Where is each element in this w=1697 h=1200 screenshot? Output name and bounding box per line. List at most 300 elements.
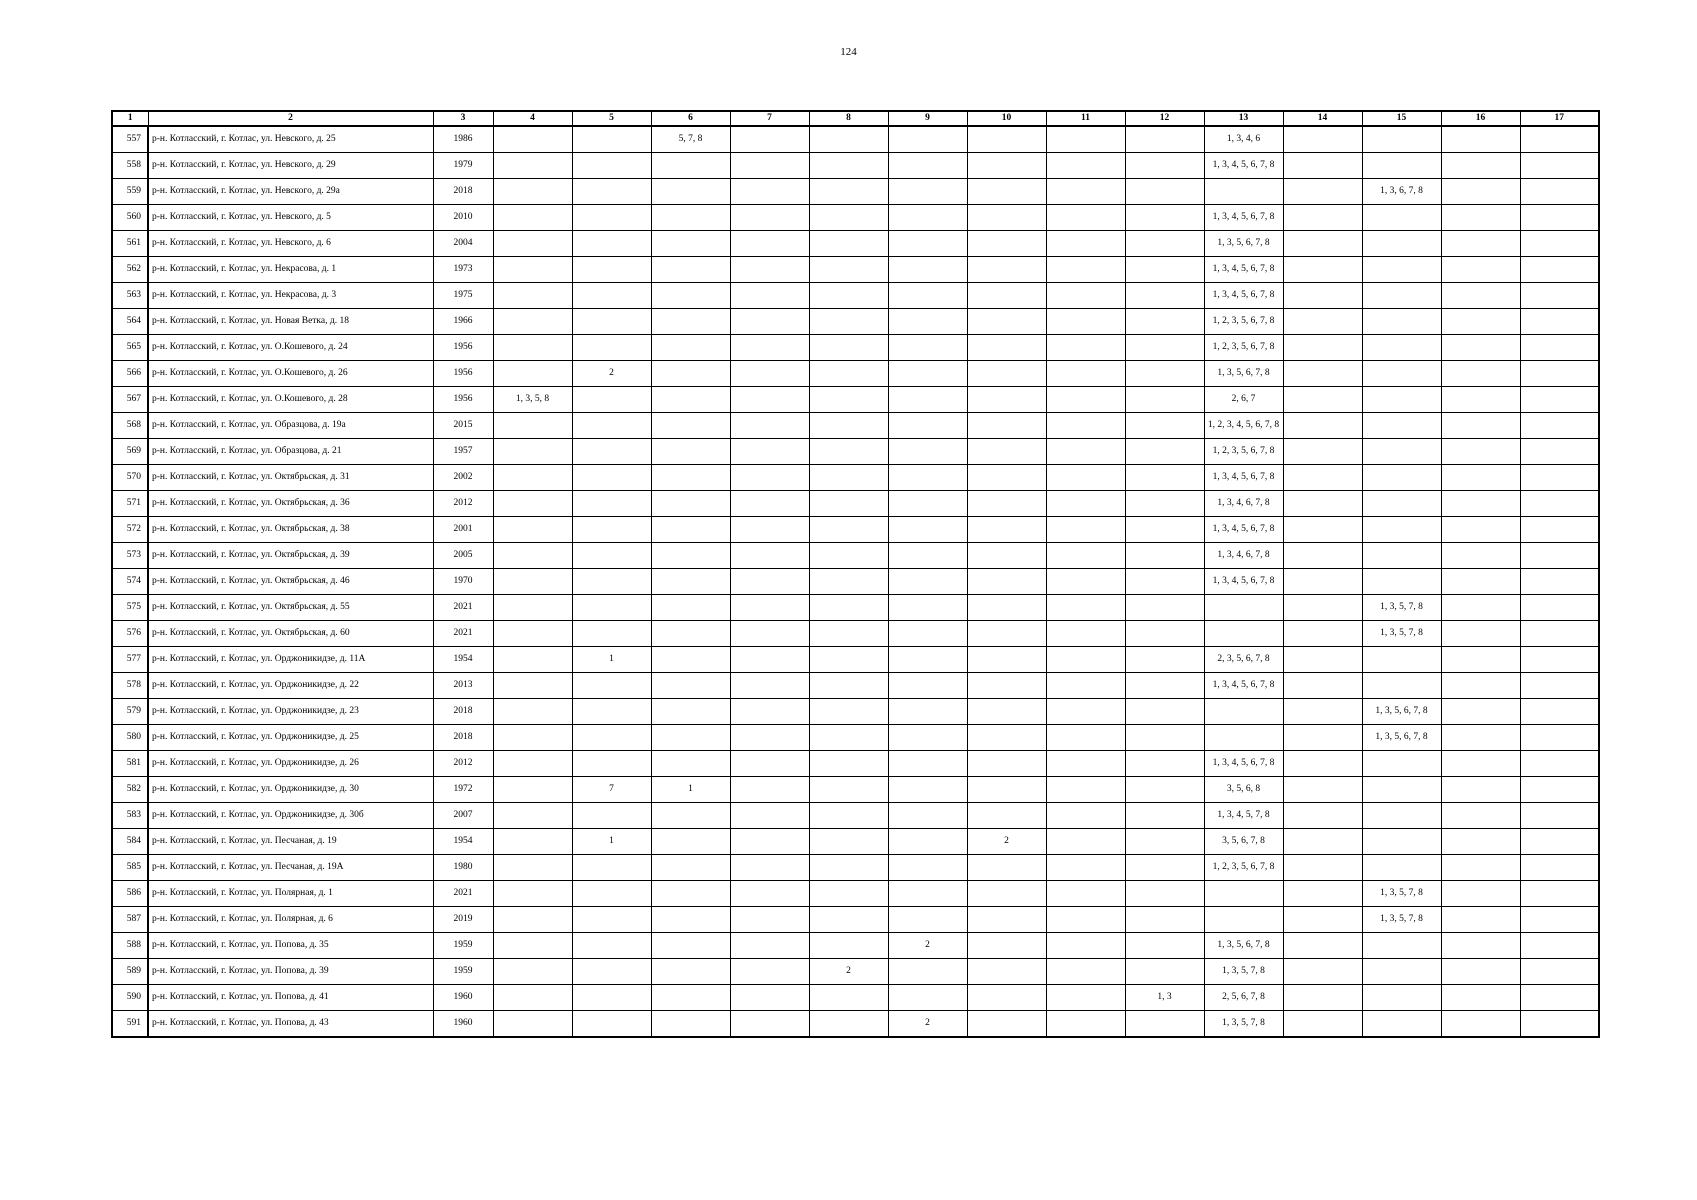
cell-col-15 xyxy=(1362,309,1441,335)
cell-col-8 xyxy=(809,361,888,387)
cell-col-12 xyxy=(1125,933,1204,959)
cell-col-16 xyxy=(1441,543,1520,569)
cell-col-15: 1, 3, 5, 7, 8 xyxy=(1362,881,1441,907)
cell-col-13: 1, 2, 3, 5, 6, 7, 8 xyxy=(1204,309,1283,335)
cell-col-17 xyxy=(1520,465,1599,491)
table-row xyxy=(112,361,1599,387)
cell-col-3: 2007 xyxy=(433,803,493,829)
cell-col-5: 2 xyxy=(572,361,651,387)
cell-col-11 xyxy=(1046,647,1125,673)
cell-col-6 xyxy=(651,361,730,387)
cell-col-8 xyxy=(809,491,888,517)
cell-col-8 xyxy=(809,465,888,491)
cell-col-4 xyxy=(493,361,572,387)
cell-col-2: р-н. Котласский, г. Котлас, ул. Невского, д. 6 xyxy=(148,231,433,257)
cell-col-9 xyxy=(888,231,967,257)
cell-col-1: 562 xyxy=(112,257,148,283)
cell-col-4: 1, 3, 5, 8 xyxy=(493,387,572,413)
cell-col-5 xyxy=(572,907,651,933)
cell-col-17 xyxy=(1520,751,1599,777)
table-row xyxy=(112,465,1599,491)
cell-col-3: 1973 xyxy=(433,257,493,283)
cell-col-15 xyxy=(1362,126,1441,153)
cell-col-14 xyxy=(1283,283,1362,309)
cell-col-5 xyxy=(572,126,651,153)
cell-col-3: 2004 xyxy=(433,231,493,257)
cell-col-5 xyxy=(572,231,651,257)
cell-col-11 xyxy=(1046,465,1125,491)
cell-col-15 xyxy=(1362,959,1441,985)
cell-col-16 xyxy=(1441,387,1520,413)
cell-col-6 xyxy=(651,621,730,647)
cell-col-3: 1986 xyxy=(433,126,493,153)
cell-col-4 xyxy=(493,725,572,751)
cell-col-14 xyxy=(1283,621,1362,647)
cell-col-9 xyxy=(888,413,967,439)
cell-col-2: р-н. Котласский, г. Котлас, ул. Орджоникидзе, д. 25 xyxy=(148,725,433,751)
cell-col-7 xyxy=(730,543,809,569)
cell-col-13: 1, 3, 4, 5, 6, 7, 8 xyxy=(1204,517,1283,543)
cell-col-17 xyxy=(1520,569,1599,595)
cell-col-11 xyxy=(1046,725,1125,751)
cell-col-1: 564 xyxy=(112,309,148,335)
cell-col-2: р-н. Котласский, г. Котлас, ул. Образцова, д. 21 xyxy=(148,439,433,465)
cell-col-12 xyxy=(1125,829,1204,855)
cell-col-9 xyxy=(888,361,967,387)
cell-col-14 xyxy=(1283,907,1362,933)
cell-col-5 xyxy=(572,959,651,985)
cell-col-3: 2021 xyxy=(433,621,493,647)
cell-col-12 xyxy=(1125,569,1204,595)
cell-col-2: р-н. Котласский, г. Котлас, ул. Попова, д. 39 xyxy=(148,959,433,985)
cell-col-7 xyxy=(730,205,809,231)
cell-col-5 xyxy=(572,751,651,777)
cell-col-2: р-н. Котласский, г. Котлас, ул. Орджоникидзе, д. 30 xyxy=(148,777,433,803)
cell-col-5 xyxy=(572,283,651,309)
cell-col-13: 1, 3, 4, 5, 6, 7, 8 xyxy=(1204,205,1283,231)
page-number: 124 xyxy=(840,46,857,58)
cell-col-17 xyxy=(1520,1011,1599,1038)
cell-col-17 xyxy=(1520,231,1599,257)
cell-col-6: 1 xyxy=(651,777,730,803)
cell-col-7 xyxy=(730,933,809,959)
cell-col-12 xyxy=(1125,465,1204,491)
cell-col-6 xyxy=(651,179,730,205)
cell-col-10 xyxy=(967,1011,1046,1038)
cell-col-1: 571 xyxy=(112,491,148,517)
cell-col-11 xyxy=(1046,491,1125,517)
cell-col-1: 582 xyxy=(112,777,148,803)
cell-col-15 xyxy=(1362,283,1441,309)
cell-col-10 xyxy=(967,569,1046,595)
cell-col-3: 1956 xyxy=(433,361,493,387)
cell-col-15 xyxy=(1362,1011,1441,1038)
column-header-11: 11 xyxy=(1046,111,1125,126)
column-header-10: 10 xyxy=(967,111,1046,126)
cell-col-16 xyxy=(1441,985,1520,1011)
table-row xyxy=(112,725,1599,751)
cell-col-17 xyxy=(1520,803,1599,829)
cell-col-11 xyxy=(1046,126,1125,153)
cell-col-7 xyxy=(730,829,809,855)
cell-col-4 xyxy=(493,257,572,283)
cell-col-15: 1, 3, 5, 6, 7, 8 xyxy=(1362,725,1441,751)
cell-col-9 xyxy=(888,881,967,907)
cell-col-7 xyxy=(730,491,809,517)
cell-col-10 xyxy=(967,283,1046,309)
cell-col-3: 2010 xyxy=(433,205,493,231)
cell-col-11 xyxy=(1046,881,1125,907)
cell-col-13: 1, 2, 3, 5, 6, 7, 8 xyxy=(1204,335,1283,361)
cell-col-7 xyxy=(730,777,809,803)
cell-col-4 xyxy=(493,933,572,959)
cell-col-3: 1980 xyxy=(433,855,493,881)
cell-col-7 xyxy=(730,569,809,595)
cell-col-14 xyxy=(1283,205,1362,231)
cell-col-15 xyxy=(1362,361,1441,387)
cell-col-5 xyxy=(572,855,651,881)
cell-col-3: 2018 xyxy=(433,699,493,725)
cell-col-2: р-н. Котласский, г. Котлас, ул. О.Кошевого, д. 28 xyxy=(148,387,433,413)
cell-col-1: 557 xyxy=(112,126,148,153)
cell-col-17 xyxy=(1520,126,1599,153)
table-row xyxy=(112,179,1599,205)
cell-col-12 xyxy=(1125,387,1204,413)
cell-col-8 xyxy=(809,309,888,335)
cell-col-13: 1, 3, 4, 5, 6, 7, 8 xyxy=(1204,751,1283,777)
cell-col-14 xyxy=(1283,1011,1362,1038)
cell-col-9 xyxy=(888,777,967,803)
cell-col-11 xyxy=(1046,985,1125,1011)
cell-col-10 xyxy=(967,179,1046,205)
cell-col-8 xyxy=(809,881,888,907)
cell-col-6 xyxy=(651,725,730,751)
cell-col-1: 572 xyxy=(112,517,148,543)
cell-col-6 xyxy=(651,257,730,283)
cell-col-15: 1, 3, 5, 7, 8 xyxy=(1362,907,1441,933)
cell-col-7 xyxy=(730,465,809,491)
cell-col-11 xyxy=(1046,153,1125,179)
cell-col-4 xyxy=(493,959,572,985)
cell-col-1: 565 xyxy=(112,335,148,361)
cell-col-7 xyxy=(730,309,809,335)
cell-col-5 xyxy=(572,595,651,621)
table-row xyxy=(112,309,1599,335)
cell-col-10 xyxy=(967,595,1046,621)
cell-col-1: 573 xyxy=(112,543,148,569)
cell-col-14 xyxy=(1283,517,1362,543)
column-header-2: 2 xyxy=(148,111,433,126)
cell-col-9 xyxy=(888,855,967,881)
cell-col-15 xyxy=(1362,803,1441,829)
cell-col-16 xyxy=(1441,465,1520,491)
cell-col-5 xyxy=(572,439,651,465)
cell-col-16 xyxy=(1441,439,1520,465)
cell-col-15 xyxy=(1362,335,1441,361)
table-row xyxy=(112,439,1599,465)
cell-col-4 xyxy=(493,751,572,777)
cell-col-13: 1, 3, 4, 5, 6, 7, 8 xyxy=(1204,569,1283,595)
cell-col-4 xyxy=(493,413,572,439)
cell-col-15 xyxy=(1362,777,1441,803)
cell-col-15 xyxy=(1362,855,1441,881)
table-row xyxy=(112,257,1599,283)
cell-col-15: 1, 3, 5, 7, 8 xyxy=(1362,595,1441,621)
cell-col-4 xyxy=(493,777,572,803)
cell-col-6 xyxy=(651,465,730,491)
cell-col-8 xyxy=(809,257,888,283)
cell-col-11 xyxy=(1046,933,1125,959)
table-row xyxy=(112,673,1599,699)
cell-col-3: 1959 xyxy=(433,933,493,959)
table-row xyxy=(112,933,1599,959)
cell-col-8 xyxy=(809,543,888,569)
table-row xyxy=(112,205,1599,231)
cell-col-12 xyxy=(1125,205,1204,231)
cell-col-3: 1956 xyxy=(433,335,493,361)
cell-col-5 xyxy=(572,543,651,569)
cell-col-5 xyxy=(572,803,651,829)
cell-col-16 xyxy=(1441,335,1520,361)
cell-col-8 xyxy=(809,231,888,257)
cell-col-8 xyxy=(809,777,888,803)
cell-col-3: 2002 xyxy=(433,465,493,491)
cell-col-9 xyxy=(888,153,967,179)
cell-col-10 xyxy=(967,933,1046,959)
cell-col-8 xyxy=(809,413,888,439)
cell-col-13 xyxy=(1204,621,1283,647)
cell-col-4 xyxy=(493,179,572,205)
cell-col-14 xyxy=(1283,933,1362,959)
cell-col-15 xyxy=(1362,985,1441,1011)
cell-col-2: р-н. Котласский, г. Котлас, ул. Октябрьская, д. 60 xyxy=(148,621,433,647)
cell-col-17 xyxy=(1520,959,1599,985)
cell-col-5 xyxy=(572,179,651,205)
column-header-12: 12 xyxy=(1125,111,1204,126)
table-row xyxy=(112,829,1599,855)
cell-col-11 xyxy=(1046,543,1125,569)
cell-col-17 xyxy=(1520,153,1599,179)
cell-col-9 xyxy=(888,491,967,517)
cell-col-15 xyxy=(1362,517,1441,543)
cell-col-8 xyxy=(809,907,888,933)
cell-col-8 xyxy=(809,647,888,673)
cell-col-10: 2 xyxy=(967,829,1046,855)
table-row xyxy=(112,803,1599,829)
cell-col-15 xyxy=(1362,465,1441,491)
cell-col-4 xyxy=(493,595,572,621)
cell-col-5 xyxy=(572,933,651,959)
cell-col-5 xyxy=(572,309,651,335)
cell-col-14 xyxy=(1283,881,1362,907)
cell-col-9 xyxy=(888,959,967,985)
cell-col-16 xyxy=(1441,803,1520,829)
cell-col-1: 587 xyxy=(112,907,148,933)
cell-col-11 xyxy=(1046,439,1125,465)
cell-col-8 xyxy=(809,673,888,699)
cell-col-2: р-н. Котласский, г. Котлас, ул. Некрасова, д. 1 xyxy=(148,257,433,283)
cell-col-2: р-н. Котласский, г. Котлас, ул. Песчаная, д. 19 xyxy=(148,829,433,855)
cell-col-5 xyxy=(572,725,651,751)
cell-col-6 xyxy=(651,413,730,439)
cell-col-13: 1, 3, 4, 5, 6, 7, 8 xyxy=(1204,153,1283,179)
cell-col-10 xyxy=(967,309,1046,335)
cell-col-14 xyxy=(1283,855,1362,881)
cell-col-13: 1, 3, 4, 5, 6, 7, 8 xyxy=(1204,283,1283,309)
cell-col-13: 1, 2, 3, 5, 6, 7, 8 xyxy=(1204,439,1283,465)
cell-col-4 xyxy=(493,205,572,231)
cell-col-10 xyxy=(967,387,1046,413)
cell-col-16 xyxy=(1441,126,1520,153)
cell-col-7 xyxy=(730,439,809,465)
cell-col-5 xyxy=(572,1011,651,1038)
cell-col-8 xyxy=(809,517,888,543)
cell-col-16 xyxy=(1441,205,1520,231)
cell-col-6 xyxy=(651,647,730,673)
cell-col-16 xyxy=(1441,933,1520,959)
cell-col-8 xyxy=(809,179,888,205)
cell-col-12 xyxy=(1125,621,1204,647)
cell-col-4 xyxy=(493,465,572,491)
cell-col-6 xyxy=(651,153,730,179)
cell-col-7 xyxy=(730,361,809,387)
cell-col-7 xyxy=(730,1011,809,1038)
cell-col-16 xyxy=(1441,907,1520,933)
cell-col-16 xyxy=(1441,1011,1520,1038)
cell-col-12 xyxy=(1125,595,1204,621)
cell-col-13: 2, 3, 5, 6, 7, 8 xyxy=(1204,647,1283,673)
cell-col-16 xyxy=(1441,725,1520,751)
cell-col-1: 590 xyxy=(112,985,148,1011)
cell-col-11 xyxy=(1046,751,1125,777)
cell-col-11 xyxy=(1046,231,1125,257)
cell-col-13: 3, 5, 6, 7, 8 xyxy=(1204,829,1283,855)
table-row xyxy=(112,126,1599,153)
cell-col-3: 1966 xyxy=(433,309,493,335)
cell-col-12 xyxy=(1125,126,1204,153)
cell-col-3: 2021 xyxy=(433,595,493,621)
cell-col-8 xyxy=(809,699,888,725)
cell-col-5 xyxy=(572,257,651,283)
cell-col-7 xyxy=(730,985,809,1011)
cell-col-14 xyxy=(1283,153,1362,179)
cell-col-1: 568 xyxy=(112,413,148,439)
cell-col-14 xyxy=(1283,387,1362,413)
cell-col-11 xyxy=(1046,413,1125,439)
column-header-17: 17 xyxy=(1520,111,1599,126)
cell-col-9 xyxy=(888,126,967,153)
cell-col-17 xyxy=(1520,491,1599,517)
cell-col-11 xyxy=(1046,673,1125,699)
cell-col-13: 1, 3, 5, 6, 7, 8 xyxy=(1204,231,1283,257)
cell-col-12 xyxy=(1125,361,1204,387)
table-row xyxy=(112,985,1599,1011)
cell-col-7 xyxy=(730,126,809,153)
cell-col-9 xyxy=(888,647,967,673)
cell-col-14 xyxy=(1283,699,1362,725)
table-row xyxy=(112,153,1599,179)
cell-col-3: 2021 xyxy=(433,881,493,907)
cell-col-4 xyxy=(493,881,572,907)
table-row xyxy=(112,959,1599,985)
cell-col-12 xyxy=(1125,491,1204,517)
cell-col-14 xyxy=(1283,543,1362,569)
cell-col-12 xyxy=(1125,517,1204,543)
cell-col-15 xyxy=(1362,829,1441,855)
cell-col-12 xyxy=(1125,751,1204,777)
table-row xyxy=(112,517,1599,543)
cell-col-14 xyxy=(1283,361,1362,387)
cell-col-10 xyxy=(967,439,1046,465)
cell-col-6 xyxy=(651,595,730,621)
cell-col-17 xyxy=(1520,829,1599,855)
cell-col-10 xyxy=(967,257,1046,283)
cell-col-7 xyxy=(730,803,809,829)
cell-col-9 xyxy=(888,543,967,569)
cell-col-17 xyxy=(1520,335,1599,361)
cell-col-4 xyxy=(493,647,572,673)
cell-col-4 xyxy=(493,699,572,725)
column-header-16: 16 xyxy=(1441,111,1520,126)
cell-col-1: 584 xyxy=(112,829,148,855)
cell-col-11 xyxy=(1046,699,1125,725)
cell-col-10 xyxy=(967,517,1046,543)
cell-col-15 xyxy=(1362,751,1441,777)
cell-col-10 xyxy=(967,907,1046,933)
cell-col-12 xyxy=(1125,543,1204,569)
cell-col-3: 2013 xyxy=(433,673,493,699)
cell-col-9 xyxy=(888,751,967,777)
cell-col-6 xyxy=(651,673,730,699)
cell-col-6 xyxy=(651,517,730,543)
cell-col-12 xyxy=(1125,413,1204,439)
cell-col-5 xyxy=(572,569,651,595)
cell-col-14 xyxy=(1283,491,1362,517)
cell-col-4 xyxy=(493,491,572,517)
cell-col-5 xyxy=(572,621,651,647)
cell-col-2: р-н. Котласский, г. Котлас, ул. Невского, д. 25 xyxy=(148,126,433,153)
cell-col-13: 1, 3, 4, 5, 6, 7, 8 xyxy=(1204,257,1283,283)
cell-col-12 xyxy=(1125,777,1204,803)
cell-col-5 xyxy=(572,465,651,491)
cell-col-10 xyxy=(967,855,1046,881)
cell-col-9 xyxy=(888,309,967,335)
cell-col-6 xyxy=(651,751,730,777)
cell-col-15 xyxy=(1362,543,1441,569)
cell-col-7 xyxy=(730,179,809,205)
cell-col-9 xyxy=(888,725,967,751)
cell-col-12 xyxy=(1125,439,1204,465)
cell-col-5 xyxy=(572,413,651,439)
cell-col-17 xyxy=(1520,257,1599,283)
cell-col-6 xyxy=(651,985,730,1011)
cell-col-17 xyxy=(1520,413,1599,439)
cell-col-10 xyxy=(967,153,1046,179)
cell-col-16 xyxy=(1441,517,1520,543)
cell-col-11 xyxy=(1046,1011,1125,1038)
table-row xyxy=(112,335,1599,361)
cell-col-4 xyxy=(493,855,572,881)
column-header-9: 9 xyxy=(888,111,967,126)
cell-col-6 xyxy=(651,543,730,569)
cell-col-3: 2019 xyxy=(433,907,493,933)
cell-col-4 xyxy=(493,439,572,465)
cell-col-16 xyxy=(1441,621,1520,647)
cell-col-9 xyxy=(888,907,967,933)
cell-col-4 xyxy=(493,907,572,933)
cell-col-14 xyxy=(1283,335,1362,361)
cell-col-4 xyxy=(493,985,572,1011)
